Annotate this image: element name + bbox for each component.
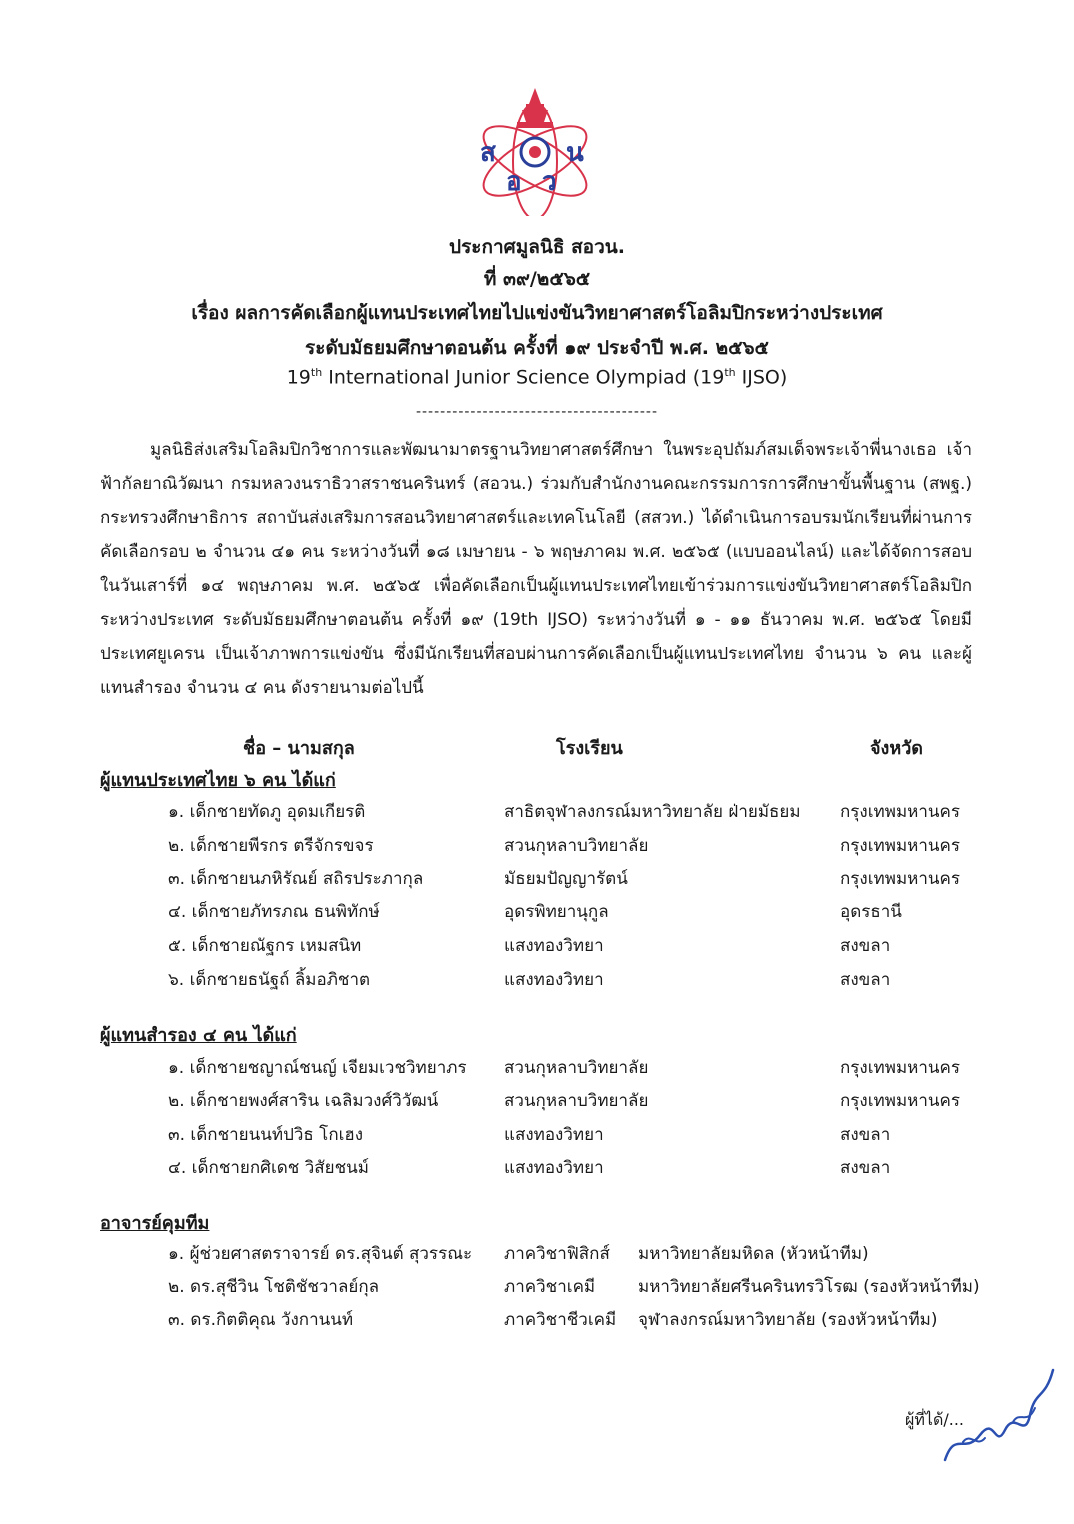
- olympiad-title: 19th International Junior Science Olympiad (19th IJSO): [286, 366, 788, 389]
- svg-text:ว: ว: [542, 167, 557, 197]
- svg-text:น: น: [566, 138, 584, 168]
- level-line: ระดับมัธยมศึกษาตอนต้น ครั้งที่ ๑๙ ประจำปี พ.ศ. ๒๕๖๕: [305, 337, 769, 359]
- section-reserves-title: ผู้แทนสำรอง ๔ คน ได้แก่: [100, 1025, 297, 1046]
- table-row: ๔. เด็กชายภัทรภณ ธนพิทักษ์ อุดรพิทยานุกูล อุดรธานี: [168, 902, 902, 922]
- signature-mark: [935, 1360, 1065, 1470]
- table-row: ๓. เด็กชายนภหิรัณย์ สถิรประภากุล มัธยมปัญญารัตน์ กรุงเทพมหานคร: [168, 869, 961, 889]
- section-representatives-title: ผู้แทนประเทศไทย ๖ คน ได้แก่: [100, 770, 336, 791]
- table-row: ๒. ดร.สุชีวิน โชติชัชวาลย์กุล ภาควิชาเคมี มหาวิทยาลัยศรีนครินทรวิโรฒ (รองหัวหน้าทีม): [168, 1277, 980, 1297]
- table-row: ๕. เด็กชายณัฐกร เหมสนิท แสงทองวิทยา สงขลา: [168, 936, 891, 956]
- svg-text:ส: ส: [480, 138, 496, 168]
- table-row: ๓. ดร.กิตติคุณ วังกานนท์ ภาควิชาชีวเคมี จุฬาลงกรณ์มหาวิทยาลัย (รองหัวหน้าทีม): [168, 1310, 938, 1330]
- table-row: ๒. เด็กชายพงศ์สาริน เฉลิมวงศ์วิวัฒน์ สวนกุหลาบวิทยาลัย กรุงเทพมหานคร: [168, 1091, 961, 1111]
- continuation-text: ผู้ที่ได้/...: [905, 1410, 965, 1429]
- table-row: ๖. เด็กชายธนัฐถ์ ลิ้มอภิชาต แสงทองวิทยา สงขลา: [168, 970, 891, 990]
- posn-logo: [470, 86, 600, 216]
- table-row: ๑. ผู้ช่วยศาสตราจารย์ ดร.สุจินต์ สุวรรณะ ภาควิชาฟิสิกส์ มหาวิทยาลัยมหิดล (หัวหน้าทีม): [168, 1244, 869, 1264]
- table-row: ๑. เด็กชายทัดภู อุดมเกียรติ สาธิตจุฬาลงกรณ์มหาวิทยาลัย ฝ่ายมัธยม กรุงเทพมหานคร: [168, 802, 961, 822]
- body-paragraph: มูลนิธิส่งเสริมโอลิมปิกวิชาการและพัฒนามาตรฐานวิทยาศาสตร์ศึกษา ในพระอุปถัมภ์สมเด็จพระเจ้าพี่นางเธอ เจ้าฟ้ากัลยาณิวัฒนา กรมหลวงนราธิวาสราชนครินทร์ (สอวน.) ร่วมกับสำนักงานคณะกรรมการการศึกษาขั้นพื้นฐาน (สพฐ.) กระทรวงศึกษาธิการ สถาบันส่งเสริมการสอนวิทยาศาสตร์และเทคโนโลยี (สสวท.) ได้ดำเนินการอบรมนักเรียนที่ผ่านการคัดเลือกรอบ ๒ จำนวน ๔๑ คน ระหว่างวันที่ ๑๘ เมษายน - ๖ พฤษภาคม พ.ศ. ๒๕๖๕ (แบบออนไลน์) และได้จัดการสอบในวันเสาร์ที่ ๑๔ พฤษภาคม พ.ศ. ๒๕๖๕ เพื่อคัดเลือกเป็นผู้แทนประเทศไทยเข้าร่วมการแข่งขันวิทยาศาสตร์โอลิมปิกระหว่างประเทศ ระดับมัธยมศึกษาตอนต้น ครั้งที่ ๑๙ (19th IJSO) ระหว่างวันที่ ๑ - ๑๑ ธันวาคม พ.ศ. ๒๕๖๕ โดยมีประเทศยูเครน เป็นเจ้าภาพการแข่งขัน ซึ่งมีนักเรียนที่สอบผ่านการคัดเลือกเป็นผู้แทนประเทศไทย จำนวน ๖ คน และผู้แทนสำรอง จำนวน ๔ คน ดังรายนามต่อไปนี้: [100, 440, 972, 698]
- column-header-school: โรงเรียน: [556, 738, 623, 759]
- logo-crown: [517, 88, 553, 128]
- section-coaches-title: อาจารย์คุมทีม: [100, 1213, 210, 1234]
- announcement-number: ที่ ๓๙/๒๕๖๕: [483, 268, 591, 290]
- divider-rule: ----------------------------------------: [415, 404, 659, 420]
- column-header-province: จังหวัด: [870, 738, 923, 759]
- announcement-title: ประกาศมูลนิธิ สอวน.: [449, 236, 625, 258]
- table-row: ๒. เด็กชายพีรกร ตรีจักรขจร สวนกุหลาบวิทยาลัย กรุงเทพมหานคร: [168, 836, 961, 856]
- table-row: ๑. เด็กชายชญาณ์ชนญ์ เจียมเวชวิทยาภร สวนกุหลาบวิทยาลัย กรุงเทพมหานคร: [168, 1058, 961, 1078]
- svg-text:อ: อ: [506, 167, 522, 197]
- column-header-name: ชื่อ – นามสกุล: [243, 738, 355, 759]
- table-row: ๔. เด็กชายกศิเดช วิสัยชนม์ แสงทองวิทยา สงขลา: [168, 1158, 891, 1178]
- table-row: ๓. เด็กชายนนท์ปวิธ โกเฮง แสงทองวิทยา สงขลา: [168, 1125, 891, 1145]
- subject-line: เรื่อง ผลการคัดเลือกผู้แทนประเทศไทยไปแข่งขันวิทยาศาสตร์โอลิมปิกระหว่างประเทศ: [191, 302, 883, 324]
